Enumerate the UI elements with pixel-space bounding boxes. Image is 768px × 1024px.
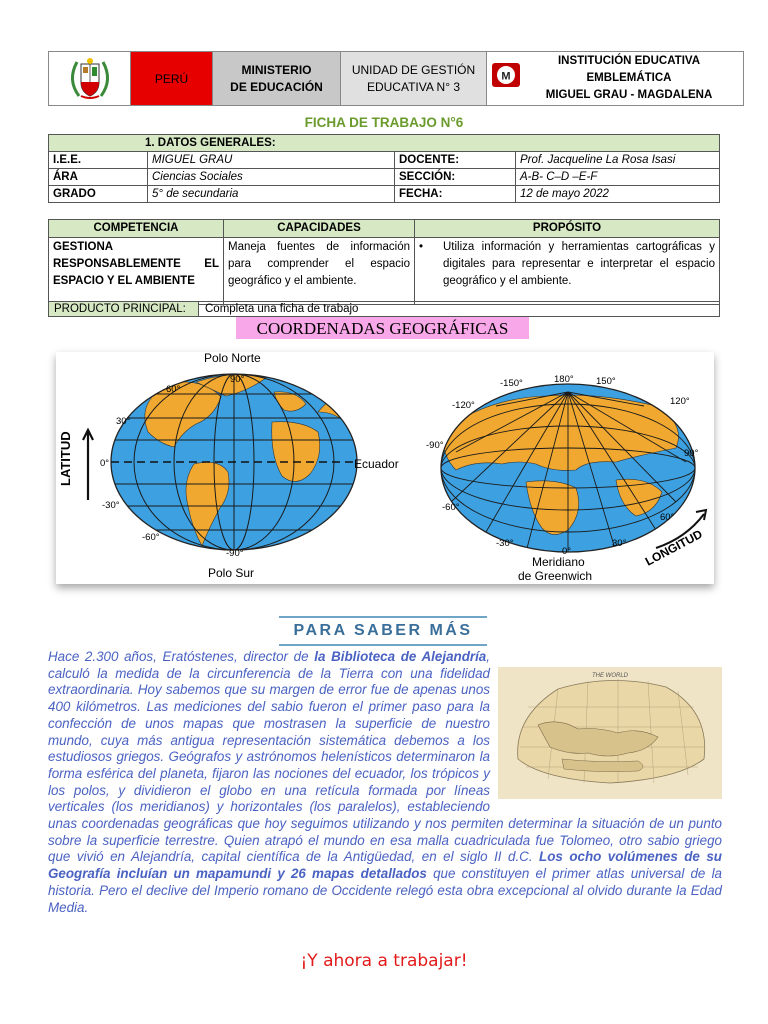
row-value: Prof. Jacqueline La Rosa Isasi — [516, 152, 720, 169]
capacities-cell: Maneja fuentes de información para comprender el espacio geográfico y el ambiente. — [224, 238, 415, 305]
table-row — [49, 186, 720, 203]
lon-tick: -60° — [442, 502, 460, 513]
lon-tick: -30° — [496, 538, 514, 549]
row-label: GRADO — [49, 186, 148, 203]
row-value: Ciencias Sociales — [148, 169, 395, 186]
lon-tick: -150° — [500, 378, 523, 389]
lon-tick: 0° — [562, 546, 572, 557]
competence-table — [48, 219, 720, 305]
longitude-label: LONGITUD — [642, 526, 705, 569]
institution-line-1: INSTITUCIÓN EDUCATIVA — [557, 55, 701, 67]
row-label: ÁRA — [49, 169, 148, 186]
column-header: CAPACIDADES — [224, 220, 415, 238]
equator-label: Ecuador — [354, 457, 399, 471]
competence-line: GESTIONA — [53, 241, 114, 253]
country-label: PERÚ — [154, 71, 189, 86]
competence-line: RESPONSABLEMENTE — [53, 258, 181, 270]
north-pole-label: Polo Norte — [204, 352, 261, 365]
ugel-cell — [341, 52, 487, 105]
row-value: 5° de secundaria — [148, 186, 395, 203]
south-pole-label: Polo Sur — [208, 566, 255, 580]
longitude-globe — [426, 374, 706, 583]
coordinates-figure — [56, 352, 714, 584]
product-value: Completa una ficha de trabajo — [205, 303, 359, 315]
reading-text: que constituyen el primer atlas universal de la historia. Pero el declive del Imperio romano de Occidente relegó esta obra excepcional al olvido durante la Edad Media. — [48, 866, 722, 915]
lon-tick: -120° — [452, 400, 475, 411]
lon-tick: 120° — [670, 396, 690, 407]
general-data-table — [48, 134, 720, 203]
svg-text:M: M — [501, 70, 511, 83]
institution-line-2: EMBLEMÁTICA — [586, 72, 672, 84]
peru-coat-of-arms-logo — [49, 52, 131, 105]
row-label: FECHA: — [395, 186, 516, 203]
purpose-text: Utiliza información y herramientas cartográficas y digitales para representar e interpretar el espacio geográfico y el ambiente. — [443, 241, 715, 287]
table-row — [49, 169, 720, 186]
country-cell — [131, 52, 213, 105]
institution-line-3: MIGUEL GRAU - MAGDALENA — [545, 89, 713, 101]
row-value: A-B- C–D –E-F — [516, 169, 720, 186]
reading-bold-text: la Biblioteca de Alejandría — [314, 649, 487, 664]
lat-tick: -30° — [102, 500, 120, 511]
column-header: COMPETENCIA — [49, 220, 224, 238]
latitude-label: LATITUD — [58, 431, 73, 486]
lon-tick: 90° — [684, 448, 699, 459]
column-header: PROPÓSITO — [415, 220, 720, 238]
lat-tick: -90° — [226, 548, 244, 559]
competence-cell — [49, 238, 224, 305]
lon-tick: 180° — [554, 374, 574, 385]
topic-title: COORDENADAS GEOGRÁFICAS — [236, 317, 529, 339]
table-row — [49, 152, 720, 169]
lat-tick: 30° — [116, 416, 131, 427]
worksheet-title: FICHA DE TRABAJO N°6 — [304, 115, 464, 130]
lat-tick: 60° — [166, 384, 181, 395]
ptolemy-world-map-image — [498, 667, 722, 799]
bullet-icon: • — [419, 241, 424, 253]
competence-line: ESPACIO Y EL AMBIENTE — [53, 275, 195, 287]
lon-tick: -90° — [426, 440, 444, 451]
row-label: SECCIÓN: — [395, 169, 516, 186]
reading-bold-text: Los ocho volúmenes de su Geografía incluían un mapamundi y 26 mapas detallados — [48, 849, 722, 882]
competence-line: EL — [204, 258, 219, 270]
ministry-line-2: DE EDUCACIÓN — [230, 79, 323, 94]
ugel-line-2: EDUCATIVA N° 3 — [366, 79, 461, 94]
meridian-label: Meridiano — [532, 555, 585, 569]
school-crest-logo — [491, 62, 521, 88]
arrow-up-icon — [83, 430, 93, 500]
purpose-cell — [415, 238, 720, 305]
ugel-line-1: UNIDAD DE GESTIÓN — [351, 62, 476, 77]
reading-text: , calculó la medida de la circunferencia de la Tierra con una fidelidad extraordinaria. Hoy sabemos que su margen de error fue de apenas unos 400 kilómetros. Las mediciones del sabio fueron el primer paso para la confección de unos mapas que mostrasen la superficie de nuestro mundo, cuya más antigua representación sistemática debemos a los estudiosos griegos. Geógrafos y astrónomos helenísticos determinaron la forma esférica del planeta, fijaron las nociones del ecuador, los trópicos y los polos, y dividieron el globo en una retícula formada por líneas verticales (los meridianos) y horizontales (los paralelos), estableciendo unas coordenadas geográficas que hoy seguimos utilizando y nos permiten determinar la situación de un punto sobre la superficie terrestre. Quien atrapó el mundo en esa malla cuadriculada fue Tolomeo, otro sabio griego que vivió en Alejandría, capital científica de la Antigüedad, en el siglo II d.C. — [48, 649, 722, 865]
lon-tick: 150° — [596, 376, 616, 387]
reading-title: PARA SABER MÁS — [279, 616, 487, 646]
lat-tick: -60° — [142, 532, 160, 543]
general-data-heading: 1. DATOS GENERALES: — [49, 135, 720, 152]
lon-tick: 60° — [660, 512, 675, 523]
meridian-label: de Greenwich — [518, 569, 593, 583]
map-caption: THE WORLD — [592, 673, 628, 679]
latitude-globe — [58, 352, 399, 580]
ministry-cell — [213, 52, 341, 105]
institution-cell — [487, 52, 743, 105]
reading-paragraph — [48, 649, 722, 916]
row-label: I.E.E. — [49, 152, 148, 169]
lat-tick: 0° — [100, 458, 110, 469]
product-row — [48, 301, 720, 317]
reading-text: Hace 2.300 años, Eratóstenes, director de — [48, 649, 315, 664]
row-label: DOCENTE: — [395, 152, 516, 169]
row-value: MIGUEL GRAU — [148, 152, 395, 169]
row-value: 12 de mayo 2022 — [516, 186, 720, 203]
product-label: PRODUCTO PRINCIPAL: — [49, 302, 199, 316]
closing-message: ¡Y ahora a trabajar! — [300, 951, 468, 971]
institution-header — [48, 51, 744, 106]
ministry-line-1: MINISTERIO — [241, 62, 312, 77]
lat-tick: 90° — [230, 374, 245, 385]
lon-tick: 30° — [612, 538, 627, 549]
